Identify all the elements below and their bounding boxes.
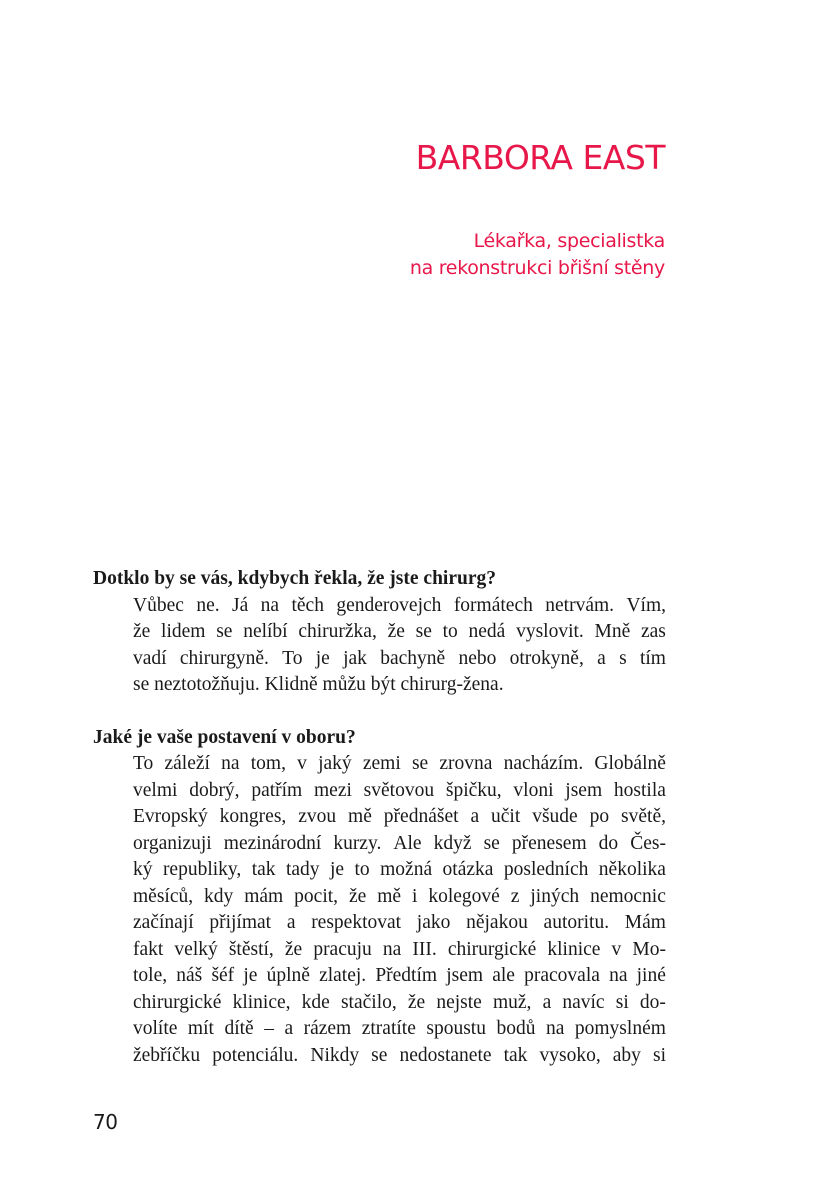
interview-question: Jaké je vaše postavení v oboru? xyxy=(93,726,356,748)
answer-line: To záleží na tom, v jaký zemi se zrovna nacházím. Globálně xyxy=(133,753,666,774)
subtitle-line: na rekonstrukci břišní stěny xyxy=(409,257,665,279)
chapter-title: BARBORA EAST xyxy=(415,138,665,177)
answer-line: chirurgické klinice, kde stačilo, že nejste muž, a navíc si do- xyxy=(133,991,666,1013)
answer-line: měsíců, kdy mám pocit, že mě i kolegové z jiných nemocnic xyxy=(133,885,666,907)
interview-answer xyxy=(93,751,666,1069)
answer-line: ký republiky, tak tady je to možná otázka posledních několika xyxy=(133,859,666,880)
interview-body xyxy=(93,566,666,1069)
answer-line: vadí chirurgyně. To je jak bachyně nebo otrokyně, a s tím xyxy=(133,647,666,669)
answer-line: že lidem se nelíbí chiruržka, že se to nedá vyslovit. Mně zas xyxy=(133,621,666,642)
answer-line: Vůbec ne. Já na těch genderovejch formátech netrvám. Vím, xyxy=(133,594,666,616)
answer-line: tole, náš šéf je úplně zlatej. Předtím jsem ale pracovala na jiné xyxy=(133,965,666,986)
answer-line: Evropský kongres, zvou mě přednášet a učit všude po světě, xyxy=(133,806,666,827)
answer-line: velmi dobrý, patřím mezi světovou špičku, vloni jsem hostila xyxy=(133,779,666,801)
answer-line: se neztotožňuju. Klidně můžu být chirurg-žena. xyxy=(133,674,504,695)
interview-question: Dotklo by se vás, kdybych řekla, že jste chirurg? xyxy=(93,568,496,589)
answer-line: začínají přijímat a respektovat jako nějakou autoritu. Mám xyxy=(133,912,666,933)
answer-line: volíte mít dítě – a rázem ztratíte spoustu bodů na pomyslném xyxy=(133,1018,666,1039)
answer-line: organizuji mezinárodní kurzy. Ale když se přenesem do Čes- xyxy=(133,832,666,854)
subtitle-line: Lékařka, specialistka xyxy=(473,230,665,252)
page-number: 70 xyxy=(93,1110,118,1134)
chapter-subtitle xyxy=(410,228,665,282)
interview-answer xyxy=(93,593,666,699)
answer-line: žebříčku potenciálu. Nikdy se nedostanete tak vysoko, aby si xyxy=(133,1044,666,1066)
answer-line: fakt velký štěstí, že pracuju na III. chirurgické klinice v Mo- xyxy=(133,938,666,960)
paragraph-gap xyxy=(93,699,666,725)
